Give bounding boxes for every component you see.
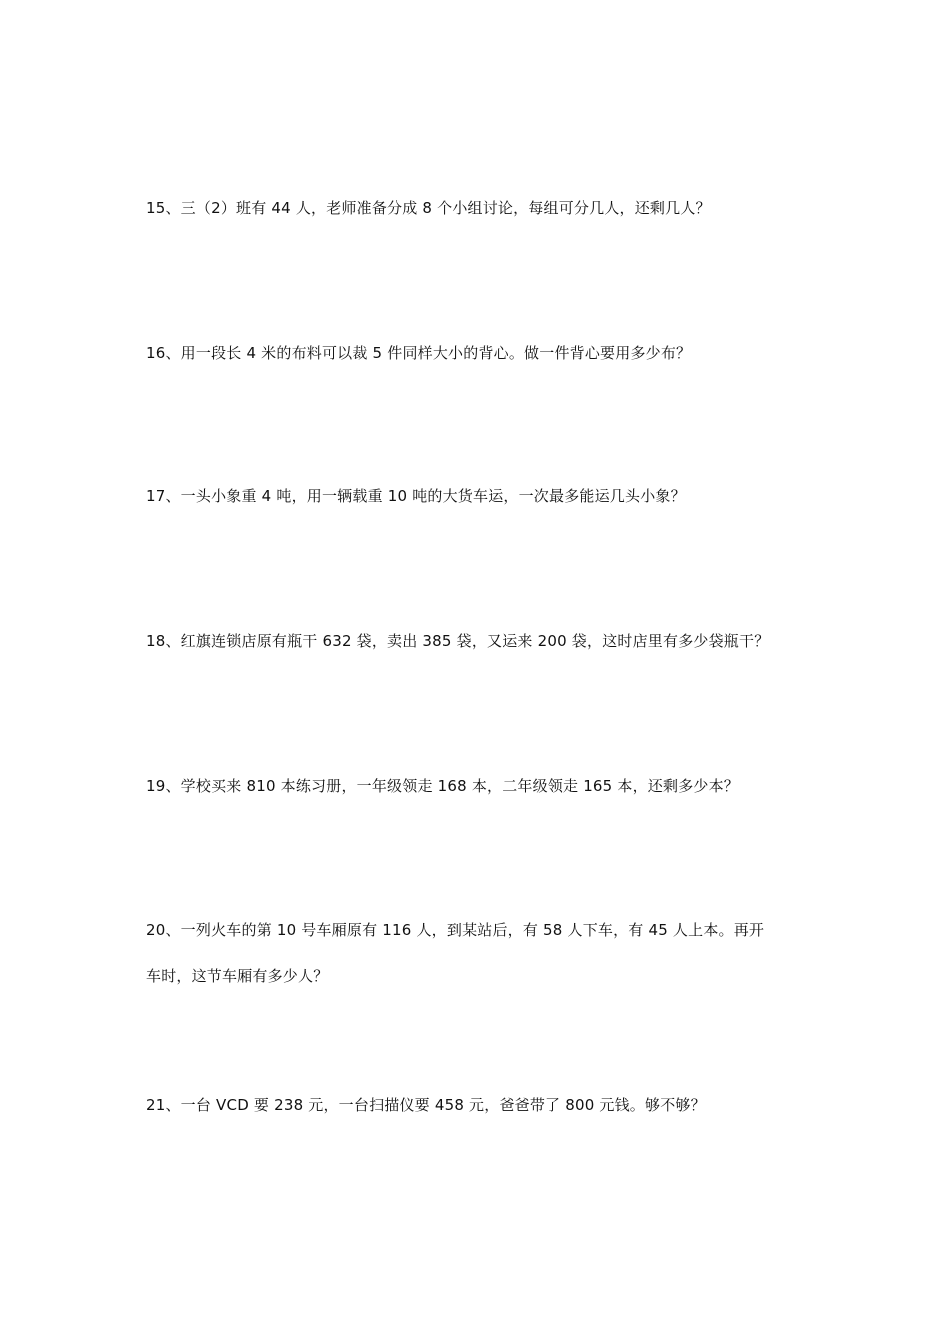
question-text-line-1: 20、一列火车的第 10 号车厢原有 116 人，到某站后，有 58 人下车，有 45 人上本。再开	[146, 921, 765, 939]
question-text: 18、红旗连锁店原有瓶干 632 袋，卖出 385 袋，又运来 200 袋，这时店里有多少袋瓶干？	[146, 632, 770, 650]
question-text-line-2: 车时，这节车厢有多少人？	[146, 967, 329, 985]
question-19	[146, 763, 816, 809]
question-20	[146, 907, 816, 999]
question-16	[146, 330, 816, 376]
question-17	[146, 473, 816, 519]
question-text: 21、一台 VCD 要 238 元，一台扫描仪要 458 元，爸爸带了 800 元钱。够不够？	[146, 1096, 706, 1114]
question-15	[146, 185, 816, 231]
question-text: 19、学校买来 810 本练习册，一年级领走 168 本，二年级领走 165 本，还剩多少本？	[146, 777, 739, 795]
question-text: 15、三（2）班有 44 人，老师准备分成 8 个小组讨论，每组可分几人，还剩几人？	[146, 199, 711, 217]
question-text: 16、用一段长 4 米的布料可以裁 5 件同样大小的背心。做一件背心要用多少布？	[146, 344, 692, 362]
question-text: 17、一头小象重 4 吨，用一辆载重 10 吨的大货车运，一次最多能运几头小象？	[146, 487, 686, 505]
question-18	[146, 618, 816, 664]
question-21	[146, 1082, 816, 1128]
